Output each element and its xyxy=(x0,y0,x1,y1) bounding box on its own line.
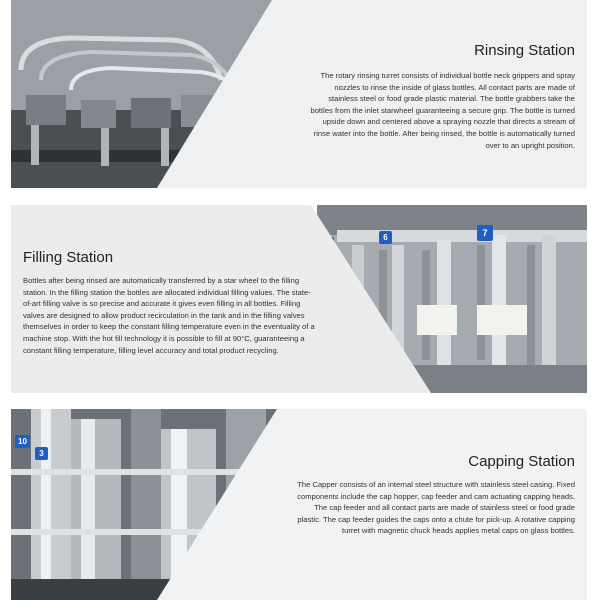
valve-number-badge: 6 xyxy=(379,231,392,244)
capping-station-title: Capping Station xyxy=(468,453,575,470)
filling-station-section xyxy=(11,205,587,393)
filling-station-description: Bottles after being rinsed are automatically transferred by a star wheel to the filling station. In the filling station the bottles are allocated individual filling values. The state-of-art filling valve is so precise and accurate it gives even filling in all bottles. Filling valves are designed to allow product recirculation in the tank and in the filling valves themselves in order to keep the constant filling temperature even in the eventuality of a machine stop. With the hot fill technology it is possible to fill at 90°C, guaranteeing a constant filling temperature, filling level accuracy and total product recycling. xyxy=(23,276,315,355)
rinsing-station-section xyxy=(11,0,587,188)
rinsing-station-title: Rinsing Station xyxy=(474,42,575,59)
capping-station-section xyxy=(11,409,587,600)
filling-station-title: Filling Station xyxy=(23,249,114,266)
rinsing-station-description: The rotary rinsing turret consists of individual bottle neck grippers and spray nozzles to rinse the inside of glass bottles. All contact parts are made of stainless steel or food grade plastic material. The bottle grabbers take the bottles from the inlet starwheel guaranteeing a secure grip. The bottle is turned upside down and centered above a spraying nozzle that directs a stream of rinse water into the bottle. After being rinsed, the bottle is automatically turned over to an upright position. xyxy=(310,71,575,150)
capping-station-description: The Capper consists of an internal steel structure with stainless steel casing. Fixed components include the cap hopper, cap feeder and cam actuating capping heads. The cap feeder and all contact parts are made of stainless steel or food grade plastic. The cap feeder guides the caps onto a chute for pick-up. A rotative capping turret with magnetic chuck heads applies metal caps on glass bottles. xyxy=(297,480,575,536)
head-number-badge: 10 xyxy=(15,435,30,448)
head-number-badge: 3 xyxy=(35,447,48,460)
valve-number-badge: 7 xyxy=(477,225,493,241)
